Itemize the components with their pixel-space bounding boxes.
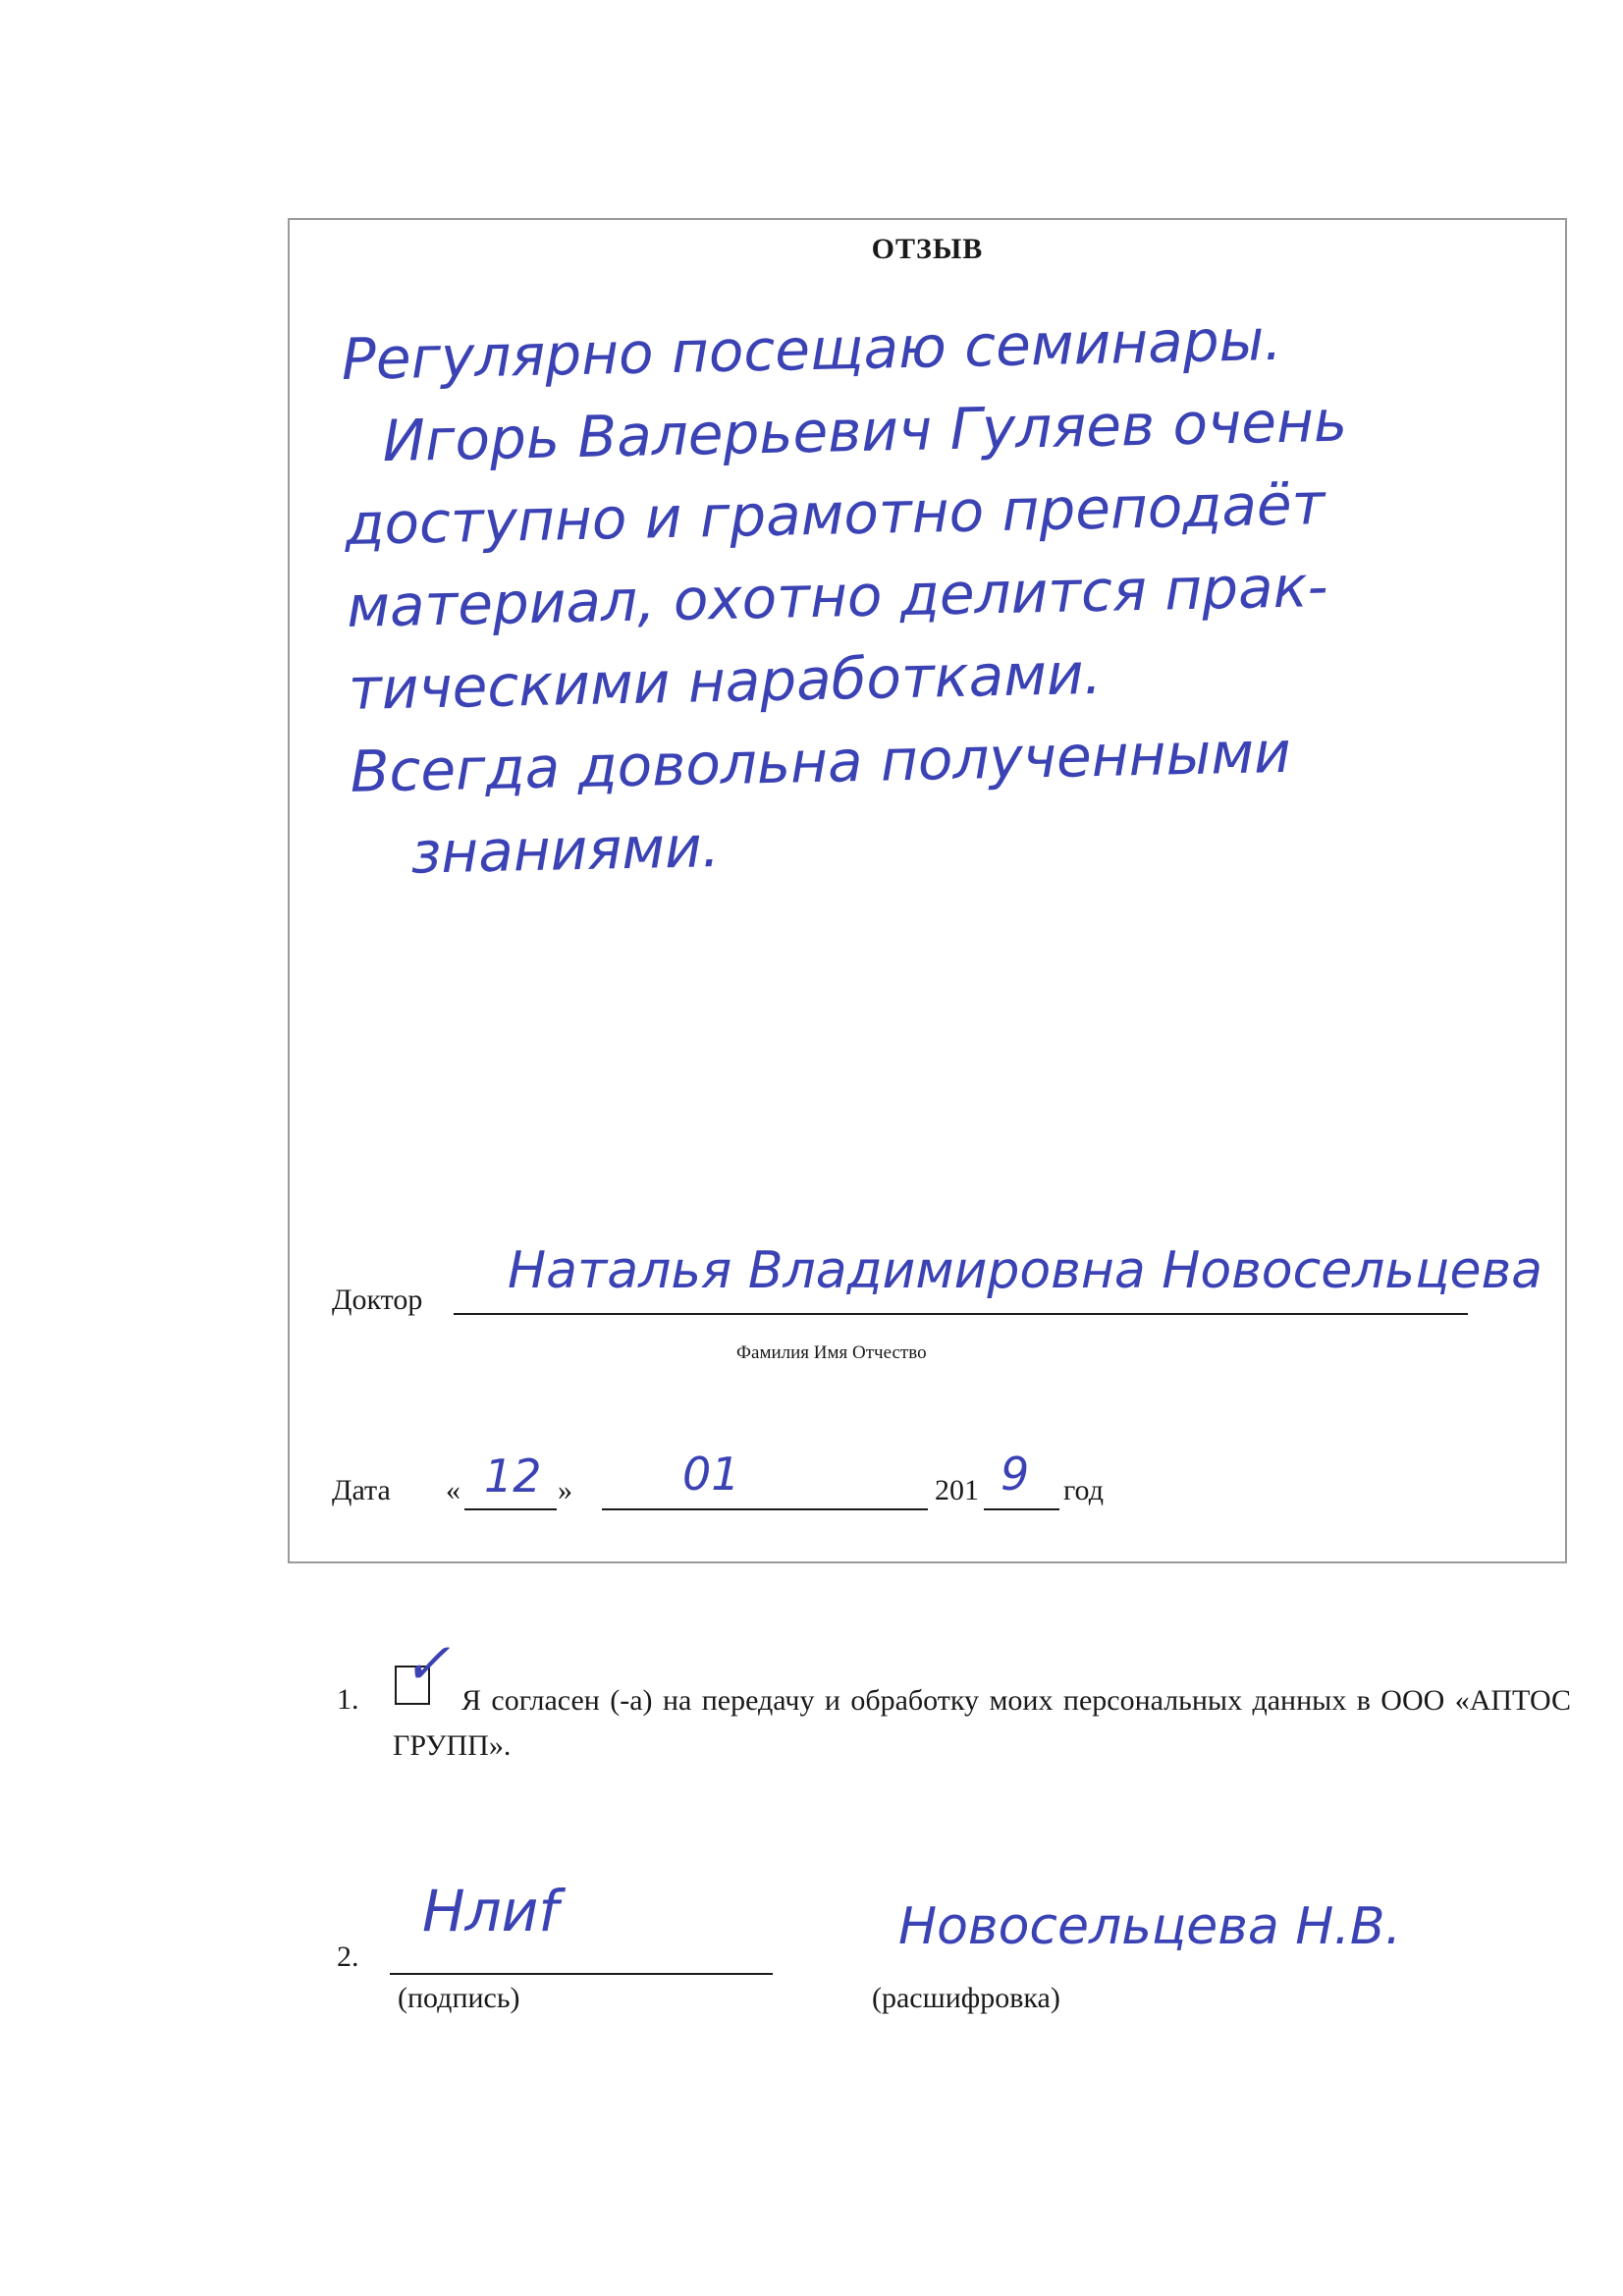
check-mark-icon: ✓ xyxy=(403,1632,451,1696)
date-month-line xyxy=(602,1508,928,1510)
decoding-caption: (расшифровка) xyxy=(872,1982,1060,2014)
signature-line xyxy=(390,1973,773,1975)
consent-number: 1. xyxy=(337,1683,359,1716)
review-line: Игорь Валерьевич Гуляев очень xyxy=(381,387,1348,475)
review-text xyxy=(341,294,1511,896)
doctor-name-line xyxy=(454,1313,1468,1315)
doctor-name-handwritten: Наталья Владимировна Новосельцева xyxy=(508,1241,1542,1300)
form-title: ОТЗЫВ xyxy=(871,233,984,265)
review-line: тическими наработками. xyxy=(348,639,1103,723)
review-line: Всегда довольна полученными xyxy=(349,718,1292,805)
signature-handwritten: Нлиf xyxy=(422,1878,559,1944)
date-month-handwritten: 01 xyxy=(682,1448,740,1501)
date-close-quote: » xyxy=(558,1474,572,1506)
date-day-handwritten: 12 xyxy=(484,1449,542,1503)
fio-caption: Фамилия Имя Отчество xyxy=(736,1342,927,1363)
date-year-line xyxy=(984,1508,1059,1510)
decoding-handwritten: Новосельцева Н.В. xyxy=(898,1897,1402,1956)
consent-text: Я согласен (-а) на передачу и обработку моих персональных данных в ООО «АПТОС ГРУПП». xyxy=(393,1684,1571,1762)
review-line: знаниями. xyxy=(409,813,721,887)
date-day-line xyxy=(464,1508,557,1510)
date-year-prefix: 201 xyxy=(935,1474,979,1506)
date-label: Дата xyxy=(332,1474,391,1506)
date-year-suffix: год xyxy=(1063,1474,1104,1506)
date-year-handwritten: 9 xyxy=(1001,1448,1030,1501)
review-form-box xyxy=(288,218,1567,1563)
review-line: доступно и грамотно преподаёт xyxy=(344,470,1326,558)
signature-number: 2. xyxy=(337,1941,359,1973)
date-open-quote: « xyxy=(446,1474,460,1506)
review-line: материал, охотно делится прак- xyxy=(346,553,1329,640)
doctor-label: Доктор xyxy=(332,1284,423,1316)
signature-caption: (подпись) xyxy=(398,1982,520,2014)
review-line: Регулярно посещаю семинары. xyxy=(341,305,1283,393)
